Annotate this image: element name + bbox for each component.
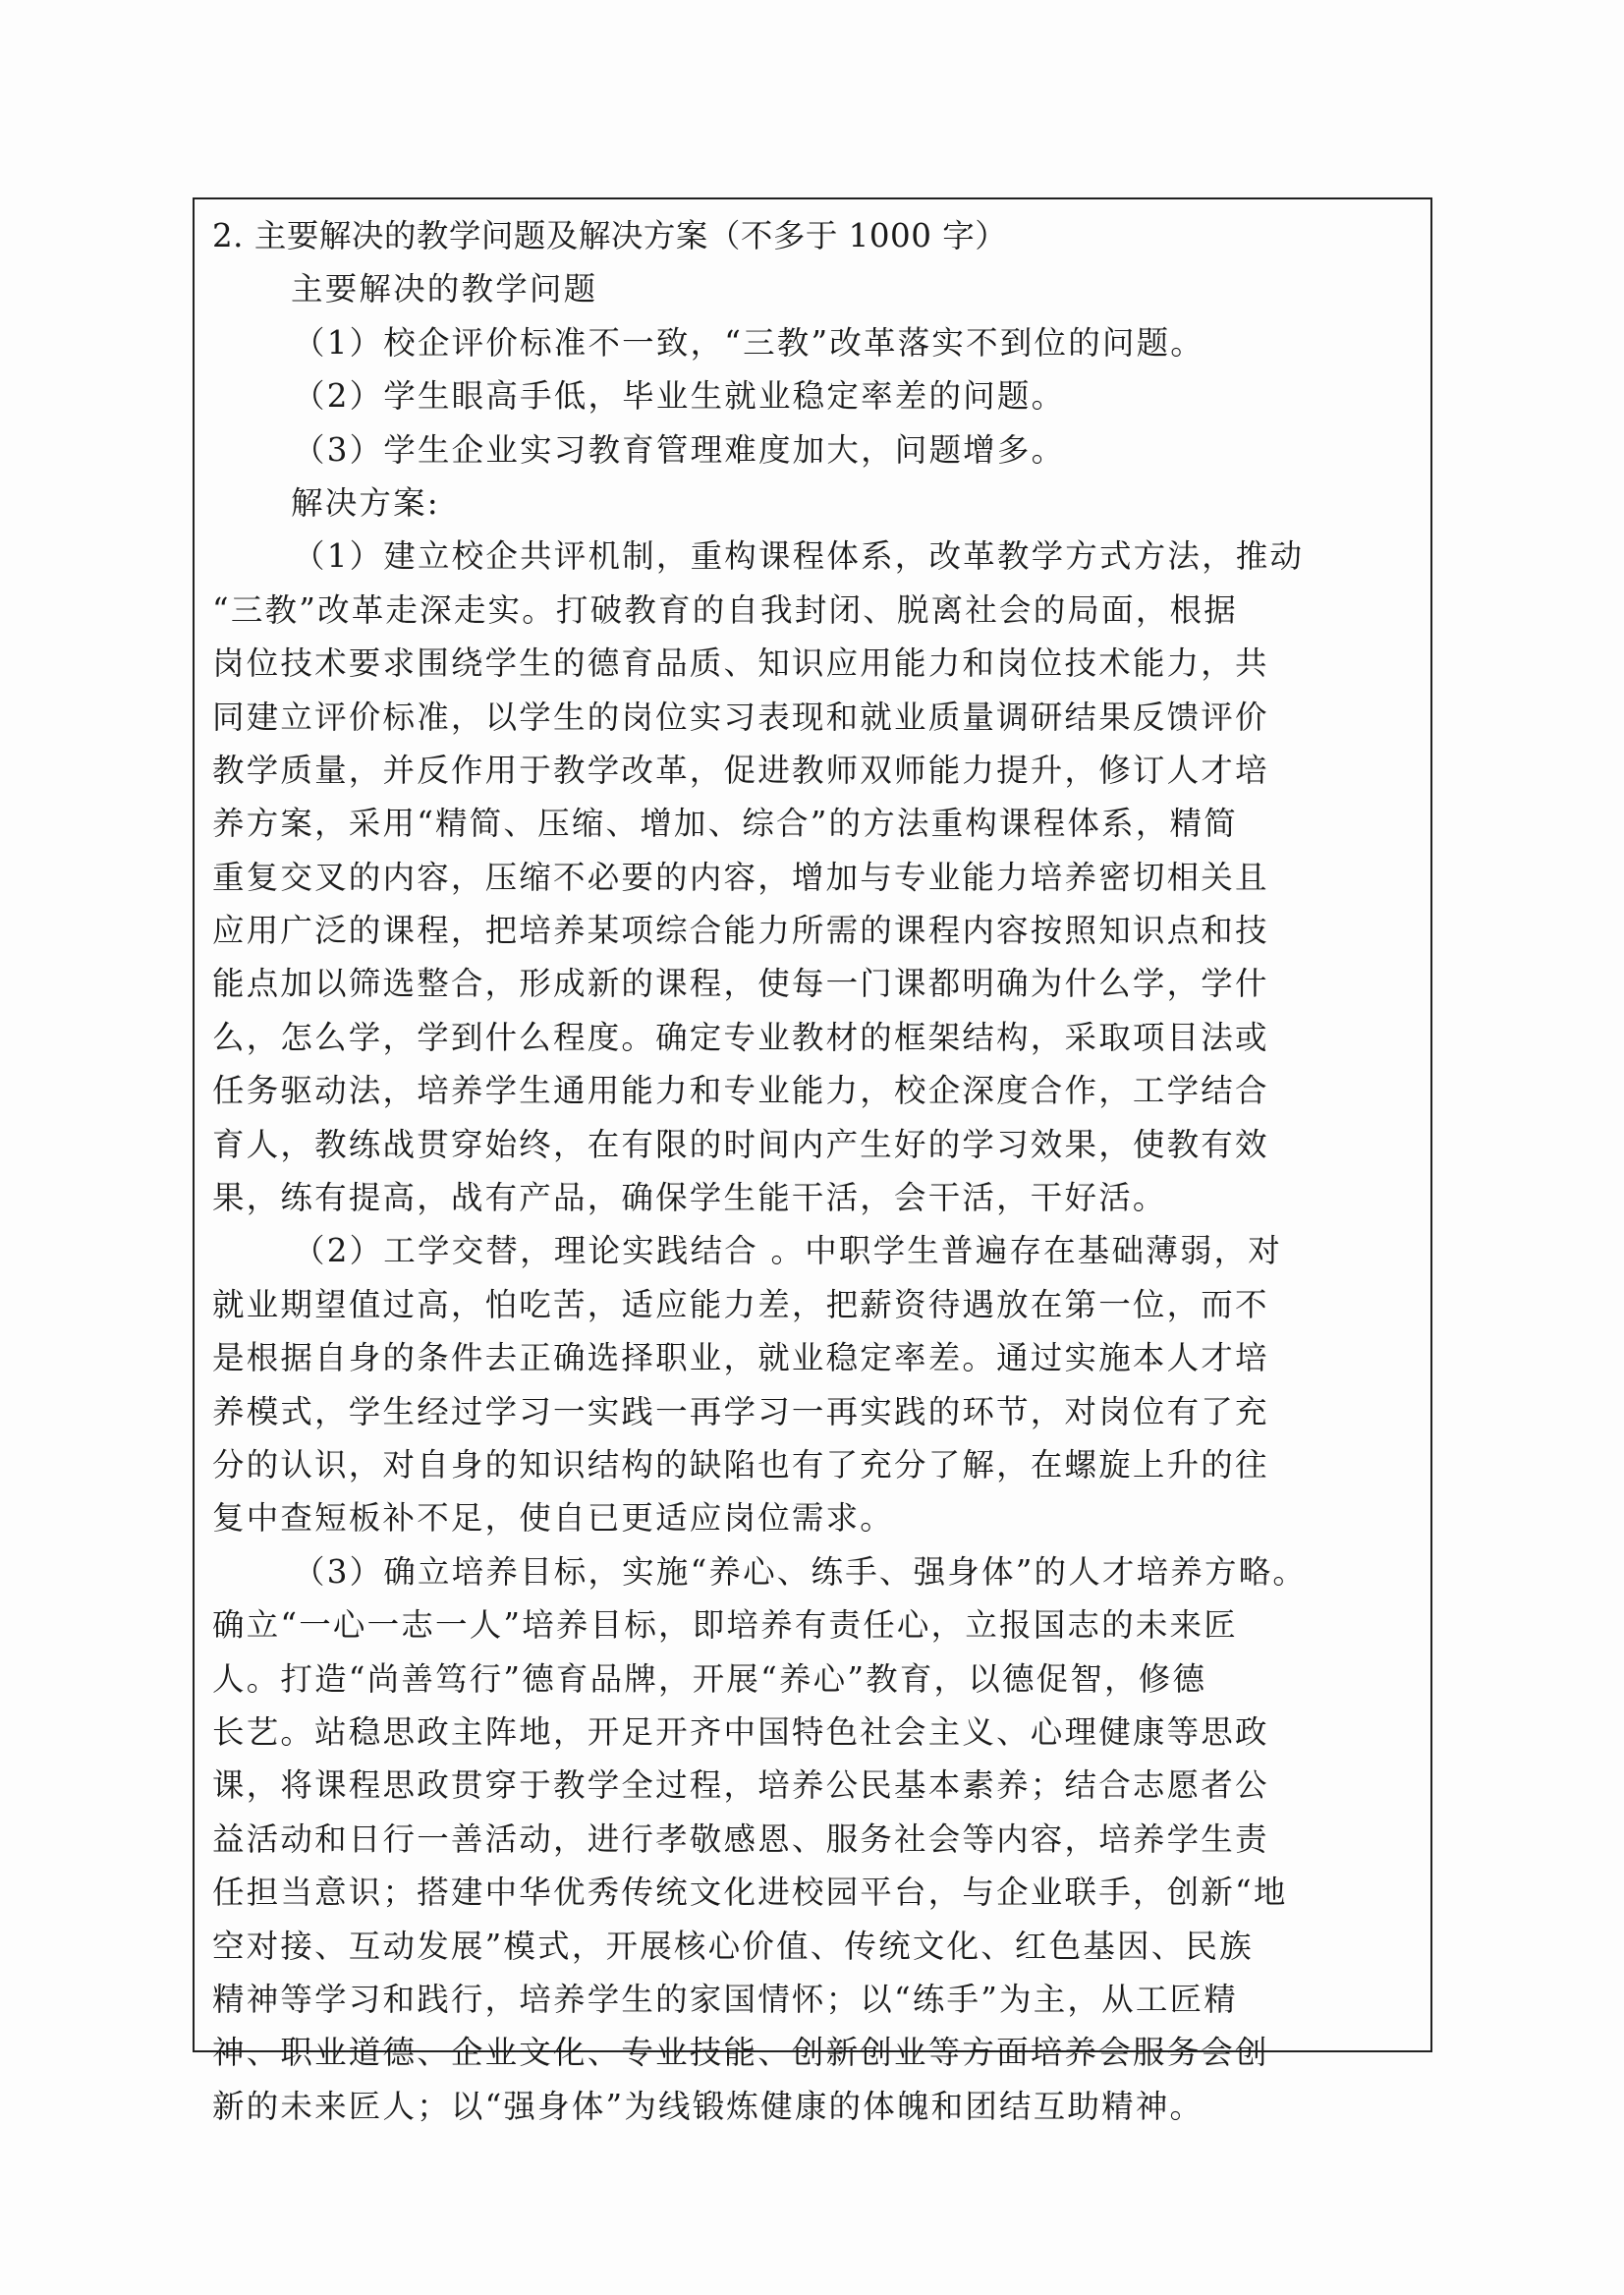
section-heading: 2. 主要解决的教学问题及解决方案（不多于 1000 字） [212,217,1008,254]
solution3-line: 神、职业道德、企业文化、专业技能、创新创业等方面培养会服务会创 [212,2034,1269,2072]
solution2-line: 养模式，学生经过学习一实践一再学习一再实践的环节，对岗位有了充 [212,1392,1269,1430]
solution3-line: 益活动和日行一善活动，进行孝敬感恩、服务社会等内容，培养学生责 [212,1819,1269,1858]
solution3-line: 空对接、互动发展”模式，开展核心价值、传统文化、红色基因、民族 [212,1927,1254,1965]
solution3-line: 人。打造“尚善笃行”德育品牌，开展“养心”教育，以德促智，修德 [212,1659,1207,1698]
form-cell-content [212,209,1413,2133]
solution3-line: 课，将课程思政贯穿于教学全过程，培养公民基本素养；结合志愿者公 [212,1766,1269,1805]
solution2-line: 是根据自身的条件去正确选择职业，就业稳定率差。通过实施本人才培 [212,1339,1269,1377]
solution1-line: “三教”改革走深走实。打破教育的自我封闭、脱离社会的局面，根据 [212,590,1238,629]
problem-item: （3）学生企业实习教育管理难度加大，问题增多。 [293,430,1066,469]
solution3-line: 新的未来匠人；以“强身体”为线锻炼健康的体魄和团结互助精神。 [212,2087,1204,2125]
solution3-line: 精神等学习和践行，培养学生的家国情怀；以“练手”为主，从工匠精 [212,1980,1238,2018]
solution3-line: 确立“一心一志一人”培养目标，即培养有责任心，立报国志的未来匠 [212,1606,1238,1645]
solution1-line: 果，练有提高，战有产品，确保学生能干活，会干活，干好活。 [212,1179,1167,1217]
solution3-line: 长艺。站稳思政主阵地，开足开齐中国特色社会主义、心理健康等思政 [212,1712,1269,1751]
solutions-title: 解决方案: [291,483,440,522]
solution1-line: 能点加以筛选整合，形成新的课程，使每一门课都明确为什么学，学什 [212,965,1269,1003]
solution2-line: 就业期望值过高，怕吃苦，适应能力差，把薪资待遇放在第一位，而不 [212,1285,1269,1323]
solution1-line: 应用广泛的课程，把培养某项综合能力所需的课程内容按照知识点和技 [212,912,1269,950]
solution3-line: （3）确立培养目标，实施“养心、练手、强身体”的人才培养方略。 [293,1552,1308,1591]
solution1-line: 养方案，采用“精简、压缩、增加、综合”的方法重构课程体系，精简 [212,805,1238,843]
solution2-line: （2）工学交替，理论实践结合 。中职学生普遍存在基础薄弱，对 [293,1232,1283,1270]
solution1-line: 教学质量，并反作用于教学改革，促进教师双师能力提升，修订人才培 [212,751,1269,789]
solution2-line: 分的认识，对自身的知识结构的缺陷也有了充分了解，在螺旋上升的往 [212,1445,1269,1483]
problem-item: （1）校企评价标准不一致，“三教”改革落实不到位的问题。 [293,323,1205,362]
problems-title: 主要解决的教学问题 [291,270,598,308]
solution1-line: 任务驱动法，培养学生通用能力和专业能力，校企深度合作，工学结合 [212,1072,1269,1110]
solution2-line: 复中查短板补不足，使自已更适应岗位需求。 [212,1499,895,1538]
solution1-line: 重复交叉的内容，压缩不必要的内容，增加与专业能力培养密切相关且 [212,858,1269,896]
solution3-line: 任担当意识；搭建中华优秀传统文化进校园平台，与企业联手，创新“地 [212,1874,1288,1912]
solution1-line: 么，怎么学，学到什么程度。确定专业教材的框架结构，采取项目法或 [212,1018,1269,1056]
problem-item: （2）学生眼高手低，毕业生就业稳定率差的问题。 [293,377,1066,416]
solution1-line: 同建立评价标准，以学生的岗位实习表现和就业质量调研结果反馈评价 [212,698,1269,736]
solution1-line: （1）建立校企共评机制，重构课程体系，改革教学方式方法，推动 [293,537,1305,576]
form-cell [193,197,1432,2125]
solution1-line: 岗位技术要求围绕学生的德育品质、知识应用能力和岗位技术能力，共 [212,644,1269,683]
solution1-line: 育人，教练战贯穿始终，在有限的时间内产生好的学习效果，使教有效 [212,1125,1269,1163]
